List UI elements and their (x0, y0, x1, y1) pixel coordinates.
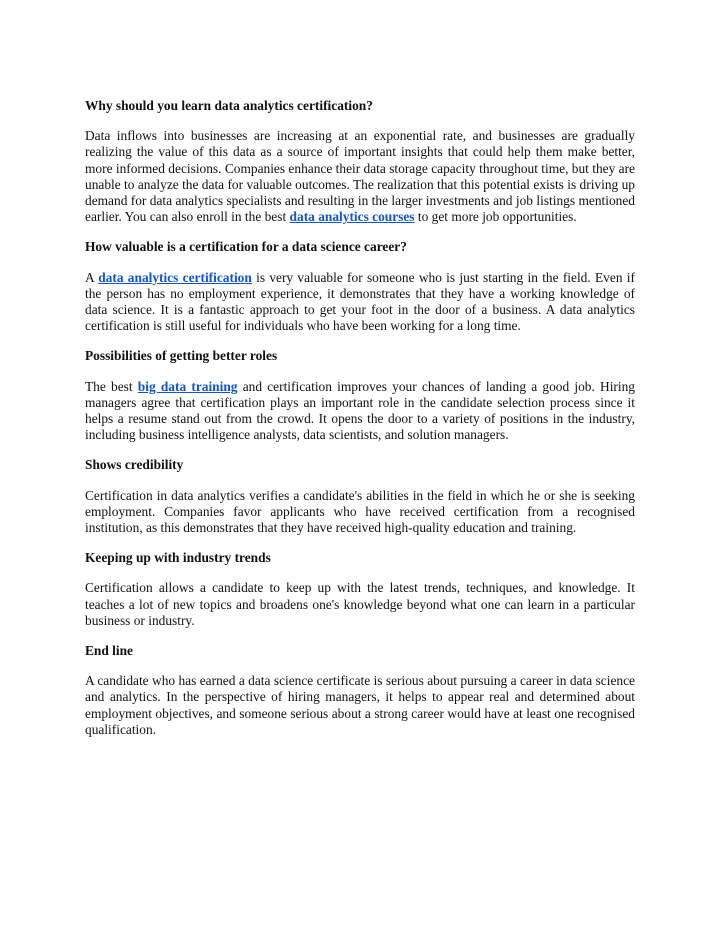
paragraph-credibility: Certification in data analytics verifies a candidate's abilities in the field in which he or she is seeking employment. Companies favor applicants who have received certification from a recognised institution, as this demonstrates that they have received high-quality education and training. (85, 487, 635, 536)
paragraph-text: to get more job opportunities. (414, 209, 577, 225)
paragraph-text: and certification improves your chances of landing a good job. Hiring managers agree that certification plays an important role in the candidate selection process since it helps a resume stand out from the crowd. It opens the door to a variety of positions in the industry, including business intelligence analysts, data scientists, and solution managers. (85, 378, 635, 443)
heading-why-learn: Why should you learn data analytics certification? (85, 98, 373, 113)
paragraph-industry-trends: Certification allows a candidate to keep up with the latest trends, techniques, and knowledge. It teaches a lot of new topics and broadens one's knowledge beyond what one can learn in a particular business or industry. (85, 580, 635, 628)
link-data-analytics-courses[interactable]: data analytics courses (289, 209, 415, 225)
paragraph-better-roles (85, 379, 635, 444)
heading-end-line: End line (85, 643, 134, 659)
heading-certification-value: How valuable is a certification for a data science career? (85, 239, 407, 255)
heading-credibility: Shows credibility (85, 457, 184, 473)
link-big-data-training[interactable]: big data training (137, 378, 238, 394)
paragraph-text: The best (85, 378, 138, 394)
paragraph-end-line: A candidate who has earned a data science certificate is serious about pursuing a career in data science and analytics. In the perspective of hiring managers, it helps to appear real and determined about employment objectives, and someone serious about a strong career would have at least one recognised qualification. (85, 673, 635, 737)
paragraph-certification-value (85, 270, 635, 335)
heading-industry-trends: Keeping up with industry trends (85, 550, 271, 566)
heading-better-roles: Possibilities of getting better roles (85, 348, 278, 364)
document-page (85, 98, 635, 752)
paragraph-text: is very valuable for someone who is just starting in the field. Even if the person has no employment experience, it demonstrates that they have a working knowledge of data science. It is a fantastic approach to get your foot in the door of a business. A data analytics certification is still useful for individuals who have been working for a long time. (85, 269, 635, 334)
link-data-analytics-certification[interactable]: data analytics certification (98, 269, 252, 285)
paragraph-text: A (85, 269, 99, 285)
paragraph-why-learn (85, 128, 635, 225)
paragraph-text: Data inflows into businesses are increasing at an exponential rate, and businesses are gradually realizing the value of this data as a source of important insights that could help them make better, more informed decisions. Companies enhance their data storage capacity throughout time, but they are unable to analyze the data for valuable outcomes. The realization that this potential exists is driving up demand for data analytics specialists and resulting in the larger investments and job listings mentioned earlier. You can also enroll in the best (85, 128, 635, 225)
